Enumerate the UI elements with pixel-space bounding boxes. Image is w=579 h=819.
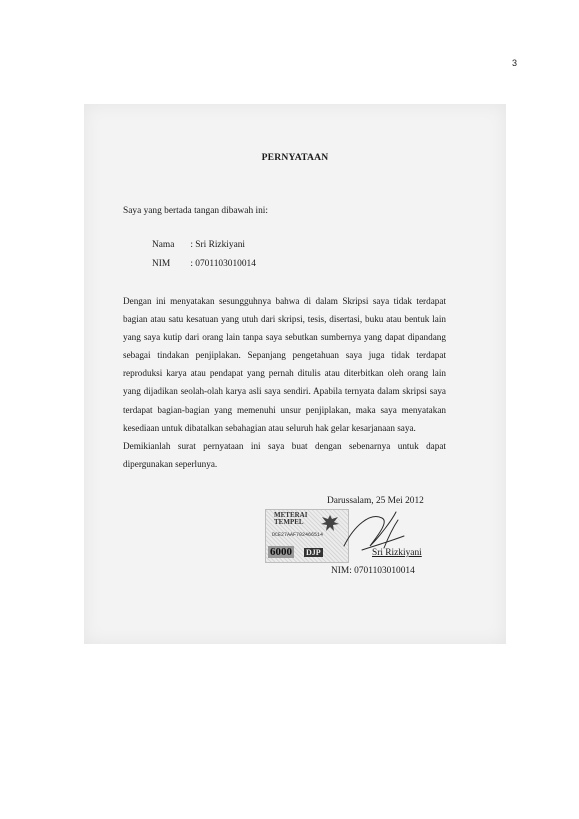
identity-label: Nama (152, 240, 175, 250)
identity-value: : Sri Rizkiyani (190, 240, 246, 250)
stamp-serial: DCE27AAF702466514 (272, 532, 324, 538)
signer-name: Sri Rizkiyani (372, 548, 422, 558)
place-date: Darussalam, 25 Mei 2012 (327, 496, 424, 506)
intro-line: Saya yang bertada tangan dibawah ini: (123, 206, 269, 216)
revenue-stamp (265, 509, 349, 563)
identity-label: NIM (152, 259, 171, 269)
statement-paragraph: Dengan ini menyatakan sesungguhnya bahwa di dalam Skripsi saya tidak terdapat bagian atau satu kesatuan yang utuh dari skripsi, tesis, disertasi, buku atau bentuk lain yang saya kutip dari orang lain tanpa saya sebutkan sumbernya yang dapat dipandang sebagai tindakan penjiplakan. Sepanjang pengetahuan saya juga tidak terdapat reproduksi karya atau pendapat yang pernah ditulis atau diterbitkan oleh orang lain yang dijadikan seolah-olah karya asli saya sendiri. Apabila ternyata dalam skripsi saya terdapat bagian-bagian yang memenuhi unsur penjiplakan, maka saya menyatakan kesediaan untuk dibatalkan sebahagian atau seluruh hak gelar kesarjanaan saya. (123, 296, 446, 433)
stamp-text: METERAI TEMPEL (274, 511, 308, 526)
stamp-amount: 6000 (270, 546, 292, 558)
letter-title: PERNYATAAN (261, 152, 329, 163)
page-number: 3 (511, 58, 517, 68)
statement-body (123, 292, 446, 473)
stamp-issuer: DJP (306, 548, 321, 557)
identity-value: : 0701103010014 (190, 259, 256, 269)
identity-name-row (152, 240, 245, 250)
closing-paragraph: Demikianlah surat pernyataan ini saya buat dengan sebenarnya untuk dapat dipergunakan seperlunya. (123, 440, 446, 469)
signer-nim: NIM: 0701103010014 (331, 566, 415, 576)
identity-nim-row (152, 259, 256, 269)
